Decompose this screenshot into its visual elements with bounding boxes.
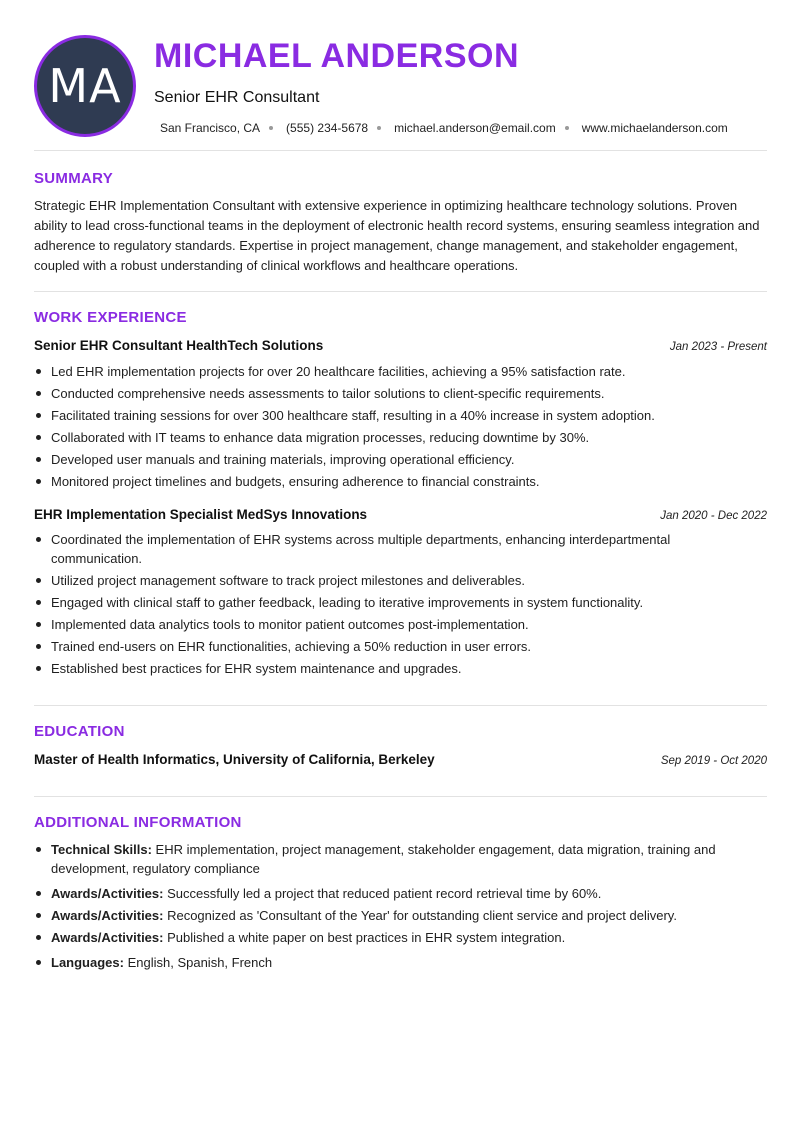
divider <box>34 705 767 706</box>
education-entry <box>34 751 767 770</box>
contact-website[interactable]: www.michaelanderson.com <box>581 121 728 135</box>
job-dates: Jan 2023 - Present <box>669 341 767 353</box>
candidate-name: MICHAEL ANDERSON <box>154 37 520 75</box>
separator-dot-icon <box>377 126 381 130</box>
job-header <box>34 506 767 525</box>
item-label: Technical Skills: <box>51 842 152 857</box>
item-label: Awards/Activities: <box>51 886 164 901</box>
avatar-initials: MA <box>48 59 122 113</box>
list-item: Implemented data analytics tools to monitor patient outcomes post-implementation. <box>34 615 734 634</box>
list-item: Established best practices for EHR system maintenance and upgrades. <box>34 659 734 678</box>
job-dates: Jan 2020 - Dec 2022 <box>660 510 767 522</box>
divider <box>34 291 767 292</box>
item-text: EHR implementation, project management, stakeholder engagement, data migration, training and development, regulatory compliance <box>51 842 716 876</box>
item-text: Recognized as 'Consultant of the Year' for outstanding client service and project delivery. <box>163 908 677 923</box>
additional-heading: ADDITIONAL INFORMATION <box>34 814 242 831</box>
contact-location: San Francisco, CA <box>160 121 261 135</box>
list-item: Coordinated the implementation of EHR systems across multiple departments, enhancing interdepartmental communication. <box>34 530 734 568</box>
item-label: Awards/Activities: <box>51 908 164 923</box>
list-item <box>34 906 744 925</box>
divider <box>34 150 767 151</box>
contact-email[interactable]: michael.anderson@email.com <box>394 121 556 135</box>
degree: Master of Health Informatics, University of California, Berkeley <box>34 752 435 767</box>
additional-list <box>34 840 744 972</box>
experience-heading: WORK EXPERIENCE <box>34 309 187 326</box>
separator-dot-icon <box>565 126 569 130</box>
list-item: Facilitated training sessions for over 300 healthcare staff, resulting in a 40% increase in system adoption. <box>34 406 734 425</box>
list-item: Trained end-users on EHR functionalities, achieving a 50% reduction in user errors. <box>34 637 734 656</box>
contact-line <box>160 120 728 136</box>
divider <box>34 796 767 797</box>
list-item: Developed user manuals and training materials, improving operational efficiency. <box>34 450 734 469</box>
job-bullets <box>34 530 734 678</box>
list-item: Conducted comprehensive needs assessments to tailor solutions to client-specific requirements. <box>34 384 734 403</box>
list-item: Monitored project timelines and budgets, ensuring adherence to financial constraints. <box>34 472 734 491</box>
item-text: Published a white paper on best practices in EHR system integration. <box>163 930 566 945</box>
job-title: Senior EHR Consultant HealthTech Solutions <box>34 338 324 353</box>
list-item <box>34 928 744 947</box>
education-dates: Sep 2019 - Oct 2020 <box>660 755 767 767</box>
list-item: Collaborated with IT teams to enhance data migration processes, reducing downtime by 30%. <box>34 428 734 447</box>
list-item <box>34 884 744 903</box>
list-item: Led EHR implementation projects for over 20 healthcare facilities, achieving a 95% satisfaction rate. <box>34 362 734 381</box>
avatar <box>34 35 136 137</box>
separator-dot-icon <box>269 126 273 130</box>
item-label: Languages: <box>51 955 124 970</box>
job-bullets <box>34 362 734 491</box>
list-item <box>34 840 744 878</box>
job-header <box>34 337 767 356</box>
list-item <box>34 953 744 972</box>
summary-text: Strategic EHR Implementation Consultant with extensive experience in optimizing healthcare technology solutions. Proven ability to lead cross-functional teams in the deployment of electronic health record systems, ensuring seamless integration and adherence to regulatory standards. Expertise in project management, change management, and stakeholder engagement, coupled with a robust understanding of clinical workflows and healthcare operations. <box>34 198 760 273</box>
job-title: EHR Implementation Specialist MedSys Innovations <box>34 507 368 522</box>
list-item: Engaged with clinical staff to gather feedback, leading to iterative improvements in system functionality. <box>34 593 734 612</box>
candidate-role: Senior EHR Consultant <box>154 89 320 106</box>
contact-phone: (555) 234-5678 <box>286 121 369 135</box>
list-item: Utilized project management software to track project milestones and deliverables. <box>34 571 734 590</box>
item-text: English, Spanish, French <box>123 955 273 970</box>
item-label: Awards/Activities: <box>51 930 164 945</box>
education-heading: EDUCATION <box>34 723 125 740</box>
summary-heading: SUMMARY <box>34 170 114 187</box>
item-text: Successfully led a project that reduced patient record retrieval time by 60%. <box>163 886 602 901</box>
